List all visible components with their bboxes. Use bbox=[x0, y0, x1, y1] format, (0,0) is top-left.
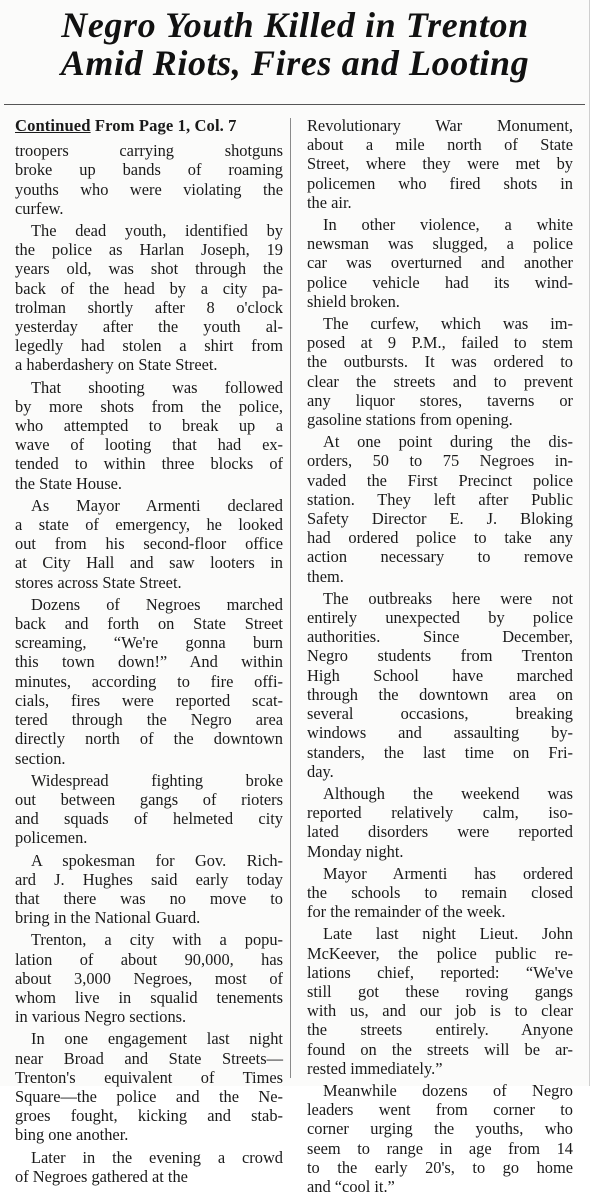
text-line: the outbursts. It was ordered to bbox=[307, 352, 573, 372]
text-line: clear the streets and to prevent bbox=[307, 371, 573, 391]
article-paragraph bbox=[307, 215, 573, 311]
text-line: The dead youth, identified by bbox=[31, 221, 283, 241]
text-line: at City Hall and saw looters in bbox=[15, 553, 283, 573]
text-line: posed at 9 P.M., failed to stem bbox=[307, 333, 573, 353]
text-line: near Broad and State Streets— bbox=[15, 1048, 283, 1068]
text-line: screaming, “We're gonna burn bbox=[15, 633, 283, 653]
text-line: lated disorders were reported bbox=[307, 822, 573, 842]
text-line: vaded the First Precinct police bbox=[307, 470, 573, 490]
article-paragraph bbox=[15, 930, 283, 1026]
headline-rule bbox=[4, 104, 585, 105]
text-line: with us, and our job is to clear bbox=[307, 1001, 573, 1021]
text-line: had ordered police to take any bbox=[307, 528, 573, 548]
text-line: stores across State Street. bbox=[15, 572, 182, 592]
text-line: Later in the evening a crowd bbox=[31, 1147, 283, 1167]
continued-word: Continued bbox=[15, 116, 91, 135]
text-line: orders, 50 to 75 Negroes in- bbox=[307, 451, 573, 471]
text-line: lation of about 90,000, has bbox=[15, 949, 283, 969]
article-paragraph bbox=[15, 141, 283, 218]
text-line: Negro students from Trenton bbox=[307, 646, 573, 666]
text-line: yesterday after the youth al- bbox=[15, 317, 283, 337]
text-line: Revolutionary War Monument, bbox=[307, 116, 573, 135]
text-line: That shooting was followed bbox=[31, 377, 283, 397]
article-paragraph bbox=[307, 864, 573, 922]
left-column-body bbox=[15, 141, 283, 1186]
text-line: car was overturned and another bbox=[307, 253, 573, 273]
article-paragraph bbox=[15, 851, 283, 928]
article-paragraph bbox=[307, 924, 573, 1078]
text-line: out from his second-floor office bbox=[15, 534, 283, 554]
text-line: and “cool it.” bbox=[307, 1176, 395, 1196]
text-line: policemen. bbox=[15, 828, 88, 848]
article-paragraph bbox=[15, 1148, 283, 1186]
continued-notice bbox=[15, 116, 283, 135]
text-line: about 3,000 Negroes, most of bbox=[15, 968, 283, 988]
text-line: the police as Harlan Joseph, 19 bbox=[15, 240, 283, 260]
article-paragraph bbox=[307, 784, 573, 861]
text-line: this town down!” And within bbox=[15, 652, 283, 672]
text-line: back and forth on State Street bbox=[15, 614, 283, 634]
text-line: Monday night. bbox=[307, 841, 404, 861]
text-line: several occasions, breaking bbox=[307, 704, 573, 724]
text-line: groes fought, kicking and stab- bbox=[15, 1106, 283, 1126]
text-line: The outbreaks here were not bbox=[323, 588, 573, 608]
text-line: by more shots from the police, bbox=[15, 396, 283, 416]
text-line: Trenton's equivalent of Times bbox=[15, 1067, 283, 1087]
column-divider bbox=[290, 118, 291, 1078]
text-line: still got these roving gangs bbox=[307, 981, 573, 1001]
article-paragraph bbox=[15, 496, 283, 592]
article-column-right bbox=[307, 116, 573, 1199]
text-line: station. They left after Public bbox=[307, 489, 573, 509]
text-line: tered through the Negro area bbox=[15, 710, 283, 730]
right-column-body bbox=[307, 116, 573, 1196]
headline-line-1: Negro Youth Killed in Trenton bbox=[61, 5, 529, 45]
text-line: directly north of the downtown bbox=[15, 729, 283, 749]
text-line: entirely unexpected by police bbox=[307, 608, 573, 628]
text-line: to the early 20's, to go home bbox=[307, 1157, 573, 1177]
text-line: about a mile north of State bbox=[307, 135, 573, 155]
text-line: newsman was slugged, a police bbox=[307, 234, 573, 254]
text-line: that there was no move to bbox=[15, 888, 283, 908]
text-line: cials, fires were reported scat- bbox=[15, 690, 283, 710]
text-line: them. bbox=[307, 566, 344, 586]
text-line: of Negroes gathered at the bbox=[15, 1166, 188, 1186]
text-line: the air. bbox=[307, 192, 352, 212]
article-paragraph bbox=[15, 221, 283, 375]
text-line: out between gangs of rioters bbox=[15, 789, 283, 809]
text-line: any liquor stores, taverns or bbox=[307, 390, 573, 410]
text-line: gasoline stations from opening. bbox=[307, 410, 513, 430]
text-line: day. bbox=[307, 761, 334, 781]
text-line: Widespread fighting broke bbox=[31, 770, 283, 790]
text-line: the streets entirely. Anyone bbox=[307, 1020, 573, 1040]
text-line: lations chief, reported: “We've bbox=[307, 962, 573, 982]
article-column-left bbox=[15, 116, 283, 1189]
text-line: Safety Director E. J. Bloking bbox=[307, 509, 573, 529]
text-line: seem to range in age from 14 bbox=[307, 1138, 573, 1158]
text-line: McKeever, the police public re- bbox=[307, 943, 573, 963]
text-line: rested immediately.” bbox=[307, 1058, 443, 1078]
text-line: ard J. Hughes said early today bbox=[15, 869, 283, 889]
article-paragraph bbox=[307, 589, 573, 781]
text-line: whom live in squalid tenements bbox=[15, 987, 283, 1007]
text-line: In other violence, a white bbox=[323, 215, 573, 235]
text-line: a state of emergency, he looked bbox=[15, 515, 283, 535]
headline bbox=[0, 0, 590, 90]
text-line: Late last night Lieut. John bbox=[323, 924, 573, 944]
text-line: bring in the National Guard. bbox=[15, 908, 201, 928]
text-line: through the downtown area on bbox=[307, 684, 573, 704]
text-line: a haberdashery on State Street. bbox=[15, 355, 218, 375]
article-paragraph bbox=[307, 1081, 573, 1196]
text-line: Although the weekend was bbox=[323, 783, 573, 803]
text-line: policemen who fired shots in bbox=[307, 173, 573, 193]
text-line: tended to within three blocks of bbox=[15, 454, 283, 474]
text-line: and squads of helmeted city bbox=[15, 809, 283, 829]
text-line: action necessary to remove bbox=[307, 547, 573, 567]
text-line: trolman shortly after 8 o'clock bbox=[15, 297, 283, 317]
text-line: minutes, according to fire offi- bbox=[15, 671, 283, 691]
text-line: A spokesman for Gov. Rich- bbox=[31, 850, 283, 870]
text-line: the schools to remain closed bbox=[307, 882, 573, 902]
text-line: wave of looting that had ex- bbox=[15, 435, 283, 455]
text-line: legedly had stolen a shirt from bbox=[15, 336, 283, 356]
text-line: authorities. Since December, bbox=[307, 627, 573, 647]
text-line: bing one another. bbox=[15, 1125, 129, 1145]
text-line: for the remainder of the week. bbox=[307, 902, 506, 922]
article-paragraph bbox=[15, 771, 283, 848]
text-line: the State House. bbox=[15, 473, 122, 493]
text-line: in various Negro sections. bbox=[15, 1007, 187, 1027]
text-line: Trenton, a city with a popu- bbox=[31, 930, 283, 950]
text-line: youths who were violating the bbox=[15, 179, 283, 199]
text-line: Meanwhile dozens of Negro bbox=[323, 1080, 573, 1100]
headline-line-2: Amid Riots, Fires and Looting bbox=[60, 43, 530, 83]
text-line: troopers carrying shotguns bbox=[15, 141, 283, 161]
text-line: curfew. bbox=[15, 198, 64, 218]
article-paragraph bbox=[15, 1029, 283, 1144]
text-line: Dozens of Negroes marched bbox=[31, 594, 283, 614]
text-line: As Mayor Armenti declared bbox=[31, 495, 283, 515]
text-line: years old, was shot through the bbox=[15, 259, 283, 279]
text-line: Square—the police and the Ne- bbox=[15, 1086, 283, 1106]
text-line: section. bbox=[15, 748, 66, 768]
text-line: The curfew, which was im- bbox=[323, 314, 573, 334]
text-line: Street, where they were met by bbox=[307, 154, 573, 174]
article-paragraph bbox=[15, 595, 283, 768]
text-line: corner urging the youths, who bbox=[307, 1119, 573, 1139]
text-line: found on the streets will be ar- bbox=[307, 1039, 573, 1059]
text-line: Mayor Armenti has ordered bbox=[323, 863, 573, 883]
text-line: broke up bands of roaming bbox=[15, 160, 283, 180]
text-line: High School have marched bbox=[307, 665, 573, 685]
text-line: At one point during the dis- bbox=[323, 432, 573, 452]
article-paragraph bbox=[15, 378, 283, 493]
text-line: windows and assaulting by- bbox=[307, 723, 573, 743]
article-paragraph bbox=[307, 116, 573, 212]
article-paragraph bbox=[307, 432, 573, 586]
text-line: standers, the last time on Fri- bbox=[307, 742, 573, 762]
text-line: back of the head by a city pa- bbox=[15, 278, 283, 298]
continued-from-text: From Page 1, Col. 7 bbox=[94, 116, 237, 135]
text-line: leaders went from corner to bbox=[307, 1100, 573, 1120]
text-line: reported relatively calm, iso- bbox=[307, 803, 573, 823]
text-line: police vehicle had its wind- bbox=[307, 272, 573, 292]
text-line: shield broken. bbox=[307, 291, 400, 311]
text-line: In one engagement last night bbox=[31, 1029, 283, 1049]
text-line: who attempted to break up a bbox=[15, 416, 283, 436]
article-paragraph bbox=[307, 314, 573, 429]
